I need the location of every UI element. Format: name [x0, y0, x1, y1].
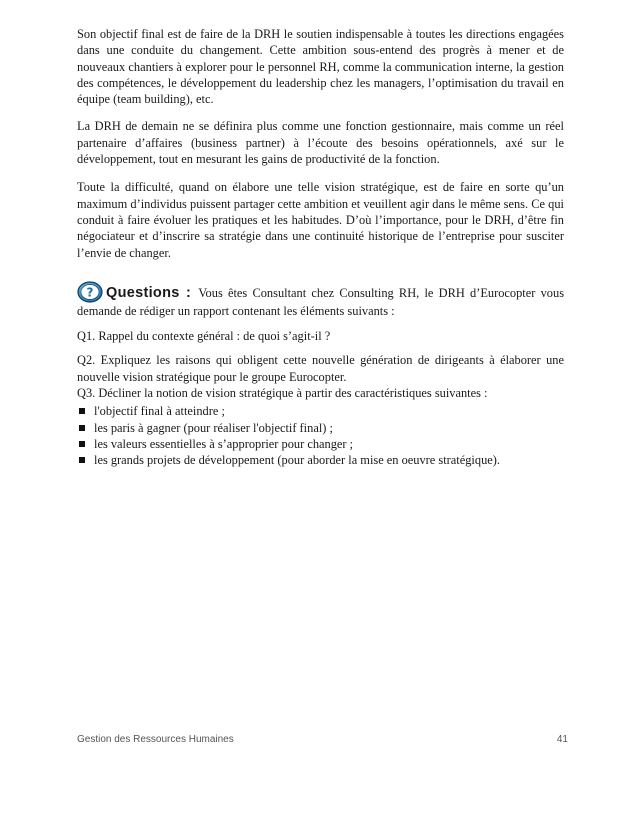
list-item-text: les paris à gagner (pour réaliser l'objectif final) ; [94, 420, 333, 435]
characteristics-list [77, 403, 564, 468]
page-number: 41 [556, 734, 568, 745]
list-item-text: l'objectif final à atteindre ; [94, 404, 225, 419]
list-item [77, 452, 564, 468]
questions-header [77, 281, 564, 319]
questions-title: Questions : [106, 284, 192, 301]
paragraph-difficulty: Toute la difficulté, quand on élabore une telle vision stratégique, est de faire en sorte qu’un maximum d’individus puissent partager cette ambition et veuillent agir dans le même sens. Ce qui conduit à faire évoluer les pratiques et les habitudes. D’où l’importance, pour le DRH, d’être fin négociateur et d’inscrire sa stratégie dans une continuité historique de l’entreprise pour susciter l’envie de changer. [77, 180, 564, 260]
list-item [77, 436, 564, 452]
questions-intro: Vous êtes Consultant chez Consulting RH, le DRH d’Eurocopter vous demande de rédiger un rapport contenant les éléments suivants : [77, 285, 565, 318]
question-mark-icon [77, 281, 103, 303]
question-q2: Q2. Expliquez les raisons qui obligent cette nouvelle génération de dirigeants à élaborer une nouvelle vision stratégique pour le groupe Eurocopter. [77, 353, 564, 384]
paragraph-drh-future: La DRH de demain ne se définira plus comme une fonction gestionnaire, mais comme un réel partenaire d’affaires (business partner) à l’écoute des besoins opérationnels, axé sur le développement, tout en mesurant les gains de productivité de la fonction. [77, 119, 564, 167]
svg-text:?: ? [86, 285, 94, 300]
list-item [77, 403, 564, 419]
question-q1: Q1. Rappel du contexte général : de quoi s’agit-il ? [77, 329, 331, 344]
list-item-text: les valeurs essentielles à s’approprier pour changer ; [94, 436, 354, 451]
page-content [77, 26, 564, 469]
square-bullet-icon [79, 457, 85, 463]
paragraph-objective: Son objectif final est de faire de la DRH le soutien indispensable à toutes les directions engagées dans une conduite du changement. Cette ambition sous-entend des progrès à mener et de nouveaux chantiers à explorer pour le personnel RH, comme la communication interne, la gestion des compétences, le développement du leadership chez les managers, l’optimisation du travail en équipe (team building), etc. [77, 27, 564, 107]
square-bullet-icon [79, 425, 85, 431]
square-bullet-icon [79, 408, 85, 414]
square-bullet-icon [79, 441, 85, 447]
question-q3: Q3. Décliner la notion de vision stratégique à partir des caractéristiques suivantes : [77, 386, 488, 401]
list-item [77, 420, 564, 436]
list-item-text: les grands projets de développement (pour aborder la mise en oeuvre stratégique). [94, 453, 500, 468]
footer-title: Gestion des Ressources Humaines [77, 734, 234, 745]
